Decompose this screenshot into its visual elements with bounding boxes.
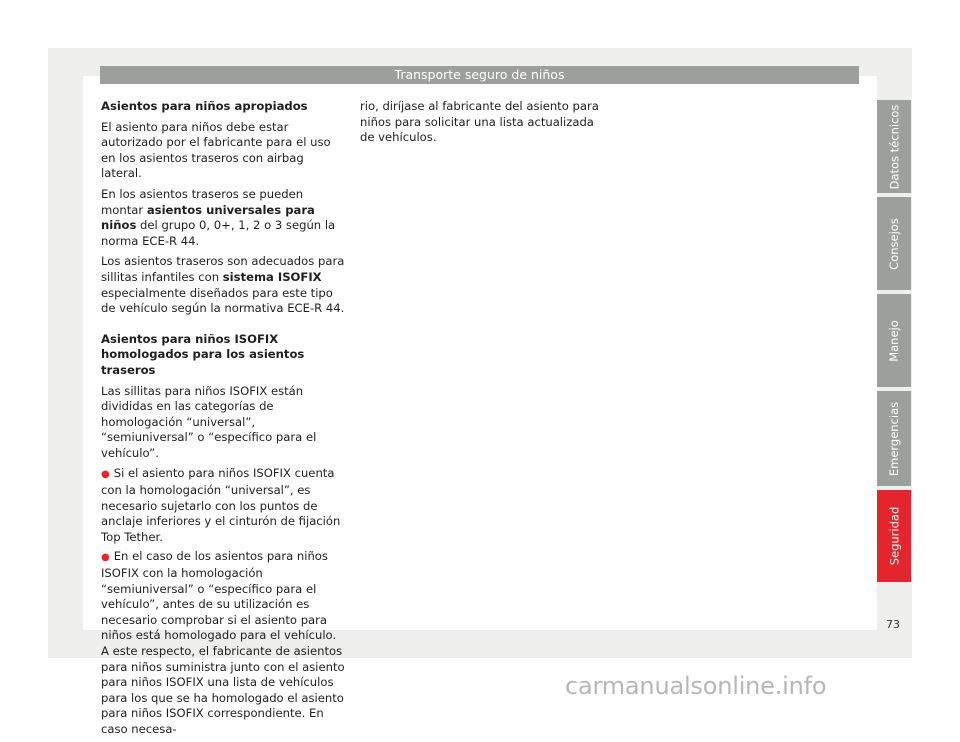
tab-emergencias[interactable]: Emergencias: [877, 391, 911, 486]
text-column-right: [360, 99, 610, 151]
tab-seguridad[interactable]: Seguridad: [877, 490, 911, 582]
paragraph: El asiento para niños debe estar autorizado por el fabricante para el uso en los asientos traseros con airbag lateral.: [101, 119, 331, 181]
tab-consejos[interactable]: Consejos: [877, 197, 911, 290]
bold-term: asientos universales para niños: [101, 202, 315, 233]
page-number: 73: [886, 618, 900, 631]
bullet-item: ● Si el asiento para niños ISOFIX cuenta con la homologación “universal”, es necesario sujetarlo con los puntos de anclaje inferiores y el cinturón de fijación Top Tether.: [101, 466, 341, 544]
paragraph: En los asientos traseros se pueden montar asientos universales para niños del grupo 0, 0+, 1, 2 o 3 según la norma ECE-R 44.: [101, 186, 336, 248]
paragraph: rio, diríjase al fabricante del asiento para niños para solicitar una lista actualizada de vehículos.: [360, 99, 599, 145]
tab-manejo[interactable]: Manejo: [877, 294, 911, 387]
bullet-icon: ●: [101, 469, 110, 481]
watermark: carmanualsonline.info: [565, 672, 827, 700]
bullet-item: ● En el caso de los asientos para niños ISOFIX con la homologación “semiuniversal” o “específico para el vehículo”, antes de su utilización es necesario comprobar si el asiento para niños está homologado para el vehículo. A este respecto, el fabricante de asientos para niños suministra junto con el asiento para niños ISOFIX una lista de vehículos para los que se ha homologado el asiento para niños ISOFIX correspondiente. En caso necesa-: [101, 549, 345, 736]
section-heading: Asientos para niños ISOFIX homologados para los asientos traseros: [101, 331, 305, 377]
paragraph: Las sillitas para niños ISOFIX están divididas en las categorías de homologación “universal”, “semiuniversal” o “específico para el vehículo”.: [101, 383, 317, 460]
section-heading: Asientos para niños apropiados: [101, 99, 308, 113]
text-column-left: [101, 99, 345, 742]
bullet-icon: ●: [101, 552, 110, 564]
tab-datos-tecnicos[interactable]: Datos técnicos: [877, 100, 911, 193]
chapter-header: Transporte seguro de niños: [100, 66, 859, 84]
bold-term: sistema ISOFIX: [222, 269, 322, 284]
paragraph: Los asientos traseros son adecuados para sillitas infantiles con sistema ISOFIX especialmente diseñados para este tipo de vehículo según la normativa ECE-R 44.: [101, 254, 345, 316]
